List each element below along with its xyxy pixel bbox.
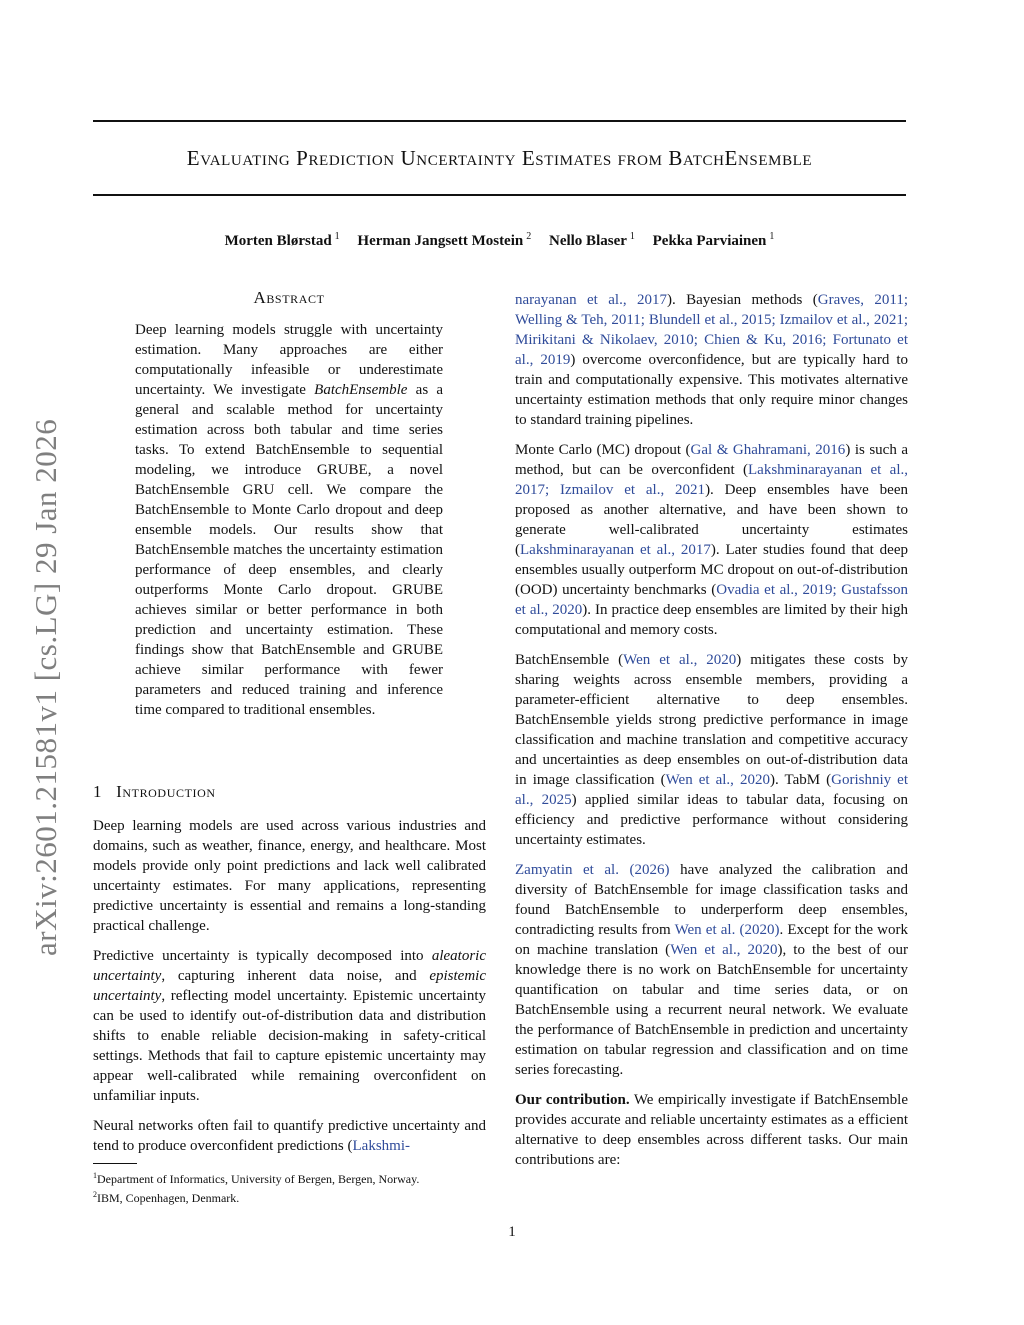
citation-link[interactable]: Lakshminarayanan et al., 2017; Izmailov et al., 2021 [515, 462, 908, 498]
right-column [515, 290, 908, 1180]
footnote: $^2$IBM, Copenhagen, Denmark. [93, 1190, 240, 1205]
author-name: Morten Blørstad [224, 233, 332, 249]
footnote-mark: 2 [93, 1190, 97, 1199]
paragraph: Our contribution. We empirically investigate if BatchEnsemble provides accurate and reliable uncertainty estimates as a efficient alternative to deep ensembles across different tasks. Our main contributions are: [515, 1092, 908, 1168]
paragraph: narayanan et al., 2017). Bayesian methods (Graves, 2011; Welling & Teh, 2011; Blundell et al., 2015; Izmailov et al., 2021; Mirikitani & Nikolaev, 2010; Chien & Ku, 2016; Fortunato et al., 2019) overcome overconfidence, but are typically hard to train and computationally expensive. This motivates alternative uncertainty estimation methods that only require minor changes to standard training pipelines. [515, 292, 908, 428]
paragraph-run-in-heading: Our contribution. [515, 1092, 630, 1108]
paragraph: Zamyatin et al. (2026) have analyzed the calibration and diversity of BatchEnsemble for image classification tasks and found BatchEnsemble to underperform deep ensembles, contradicting results from Wen et al. (2020). Except for the work on machine translation (Wen et al., 2020), to the best of our knowledge there is no work on BatchEnsemble for uncertainty quantification on tabular and time series data, or on BatchEnsemble using a recurrent neural network. We evaluate the performance of BatchEnsemble in prediction and uncertainty estimation on tabular regression and classification and on time series forecasting. [515, 862, 909, 1078]
citation-link[interactable]: Graves, 2011; Welling & Teh, 2011; Blundell et al., 2015; Izmailov et al., 2021; Mirikitani & Nikolaev, 2010; Chien & Ku, 2016; Fortunato et al., 2019 [515, 292, 908, 368]
citation-link[interactable]: Gorishniy et al., 2025 [515, 772, 909, 808]
author [653, 233, 775, 249]
author-name: Herman Jangsett Mostein [357, 233, 524, 249]
abstract-text: Deep learning models struggle with uncertainty estimation. Many approaches are either computationally infeasible or underestimate uncertainty. We investigate BatchEnsemble as a general and scalable method for uncertainty estimation across both tabular and time series tasks. To extend BatchEnsemble to sequential modeling, we introduce GRUBE, a novel BatchEnsemble GRU cell. We compare the BatchEnsemble to Monte Carlo dropout and deep ensemble models. Our results show that BatchEnsemble matches the uncertainty estimation performance of deep ensembles, and clearly outperforms Monte Carlo dropout. GRUBE achieves similar or better performance in both prediction and uncertainty estimation. These findings show that BatchEnsemble and GRUBE achieve similar performance with fewer parameters and reduced training and inference time compared to traditional ensembles. [135, 322, 444, 718]
citation-link[interactable]: Zamyatin et al. (2026) [515, 862, 670, 878]
left-column [93, 816, 486, 1166]
section-title: Introduction [116, 782, 216, 801]
paragraph: Neural networks often fail to quantify predictive uncertainty and tend to produce overconfident predictions (Lakshmi- [93, 1118, 486, 1154]
paragraph: BatchEnsemble (Wen et al., 2020) mitigates these costs by sharing weights across ensemble members, providing a parameter-efficient alternative to deep ensembles. BatchEnsemble yields strong predictive performance in image classification and machine translation and competitive accuracy and uncertainties as deep ensembles on out-of-distribution data in image classification (Wen et al., 2020). TabM (Gorishniy et al., 2025) applied similar ideas to tabular data, focusing on efficiency and predictive performance without considering uncertainty estimates. [515, 652, 909, 848]
citation-link[interactable]: Wen et al., 2020 [665, 772, 770, 788]
paragraph: Monte Carlo (MC) dropout (Gal & Ghahramani, 2016) is such a method, but can be overconfident (Lakshminarayanan et al., 2017; Izmailov et al., 2021). Deep ensembles have been proposed as another alternative, and have been shown to generate well-calibrated uncertainty estimates (Lakshminarayanan et al., 2017). Later studies found that deep ensembles usually outperform MC dropout on out-of-distribution (OOD) uncertainty benchmarks (Ovadia et al., 2019; Gustafsson et al., 2020). In practice deep ensembles are limited by their high computational and memory costs. [515, 442, 909, 638]
title-bottom-rule [93, 194, 906, 196]
paragraph: Deep learning models are used across various industries and domains, such as weather, finance, energy, and healthcare. Most models provide only point predictions and lack well calibrated uncertainty estimates. For many applications, representing predictive uncertainty is essential and remains a long-standing practical challenge. [93, 818, 486, 934]
arxiv-stamp: arXiv:2601.21581v1 [cs.LG] 29 Jan 2026 [28, 418, 63, 956]
footnote-rule [93, 1163, 137, 1164]
author-affiliation: 1 [629, 231, 635, 242]
citation-link[interactable]: Lakshmi- [352, 1138, 410, 1154]
author [549, 233, 635, 249]
author-list [93, 231, 906, 250]
section-number: 1 [93, 782, 103, 801]
author-name: Pekka Parviainen [652, 233, 767, 249]
emphasis: BatchEnsemble [314, 382, 408, 398]
citation-link[interactable]: narayanan et al., 2017 [515, 292, 667, 308]
author-affiliation: 1 [334, 231, 340, 242]
abstract-heading: Abstract [253, 288, 325, 307]
citation-link[interactable]: Ovadia et al., 2019; Gustafsson et al., 2020 [515, 582, 908, 618]
citation-link[interactable]: Wen et al. (2020) [674, 922, 780, 938]
author-affiliation: 2 [526, 231, 532, 242]
emphasis: epistemic uncertainty [93, 968, 486, 1004]
footnotes [93, 1168, 493, 1206]
author [225, 233, 340, 249]
citation-link[interactable]: Lakshminarayanan et al., 2017 [520, 542, 711, 558]
citation-link[interactable]: Wen et al., 2020 [670, 942, 778, 958]
author [357, 233, 531, 249]
paragraph: Predictive uncertainty is typically decomposed into aleatoric uncertainty, capturing inherent data noise, and epistemic uncertainty, reflecting model uncertainty. Epistemic uncertainty can be used to identify out-of-distribution data and distribution shifts to enable reliable decision-making in safety-critical settings. Methods that fail to capture epistemic uncertainty may appear well-calibrated while remaining overconfident on unfamiliar inputs. [93, 948, 486, 1104]
emphasis: aleatoric uncertainty [93, 948, 486, 984]
page-number: 1 [508, 1224, 516, 1240]
citation-link[interactable]: Gal & Ghahramani, 2016 [690, 442, 846, 458]
author-name: Nello Blaser [548, 233, 627, 249]
footnote-mark: 1 [93, 1171, 97, 1180]
citation-link[interactable]: Wen et al., 2020 [623, 652, 737, 668]
top-rule [93, 120, 906, 122]
section-heading-introduction [93, 782, 216, 802]
footnote: $^1$Department of Informatics, University of Bergen, Bergen, Norway. [93, 1171, 420, 1186]
author-affiliation: 1 [769, 231, 775, 242]
paper-title: Evaluating Prediction Uncertainty Estimates from BatchEnsemble [186, 146, 813, 170]
